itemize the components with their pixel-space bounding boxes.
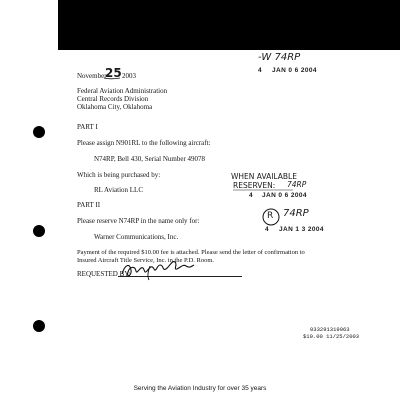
lower-date-stamp: JAN 1 3 2004 (279, 226, 324, 233)
when-available-line-2: RESERVEN: (233, 181, 276, 190)
requested-by-label: REQUESTED BY: (77, 270, 131, 278)
footer-tagline: Serving the Aviation Industry for over 35 years (133, 385, 267, 392)
circled-letter: R (267, 211, 274, 221)
addressee-line-3: Oklahoma City, Oklahoma (77, 103, 153, 111)
part-1-heading: PART I (77, 123, 98, 131)
reservee-name: Warner Communications, Inc. (94, 233, 179, 241)
addressee-line-1: Federal Aviation Administration (77, 87, 168, 95)
when-available-line-1: WHEN AVAILABLE (231, 172, 297, 181)
part-1-request: Please assign N901RL to the following aircraft: (77, 139, 211, 147)
part-2-request: Please reserve N74RP in the name only for: (77, 217, 200, 225)
lower-stamp-prefix: 4 (265, 226, 270, 233)
top-right-stamp-prefix: 4 (258, 67, 263, 74)
date-year: 2003 (122, 72, 136, 80)
top-right-handwritten-tail-number: -W 74RP (258, 52, 301, 63)
top-right-date-stamp: JAN 0 6 2004 (272, 67, 317, 74)
signature-flourish (148, 266, 150, 280)
middle-date-stamp: JAN 0 6 2004 (262, 192, 307, 199)
payment-line-2: Insured Aircraft Title Service, Inc. in the P.D. Room. (77, 257, 215, 264)
purchaser-name: RL Aviation LLC (94, 186, 143, 194)
date-day-handwritten: 25 (105, 66, 122, 80)
circled-tail-number: 74RP (283, 208, 309, 219)
middle-stamp-prefix: 4 (249, 192, 254, 199)
purchase-label: Which is being purchased by: (77, 171, 161, 179)
addressee-line-2: Central Records Division (77, 95, 149, 103)
receipt-code: 033291319063 (310, 326, 350, 333)
date-month: November (77, 72, 107, 80)
part-2-heading: PART II (77, 201, 101, 209)
when-available-tail-number: 74RP (287, 180, 307, 189)
signature-scribble (122, 262, 194, 276)
payment-line-1: Payment of the required $10.00 fee is attached. Please send the letter of confirmation to (77, 249, 305, 256)
aircraft-description: N74RP, Bell 430, Serial Number 49078 (94, 155, 206, 163)
receipt-amount-date: $10.00 11/25/2003 (303, 333, 360, 340)
date-day-underline (104, 78, 120, 79)
